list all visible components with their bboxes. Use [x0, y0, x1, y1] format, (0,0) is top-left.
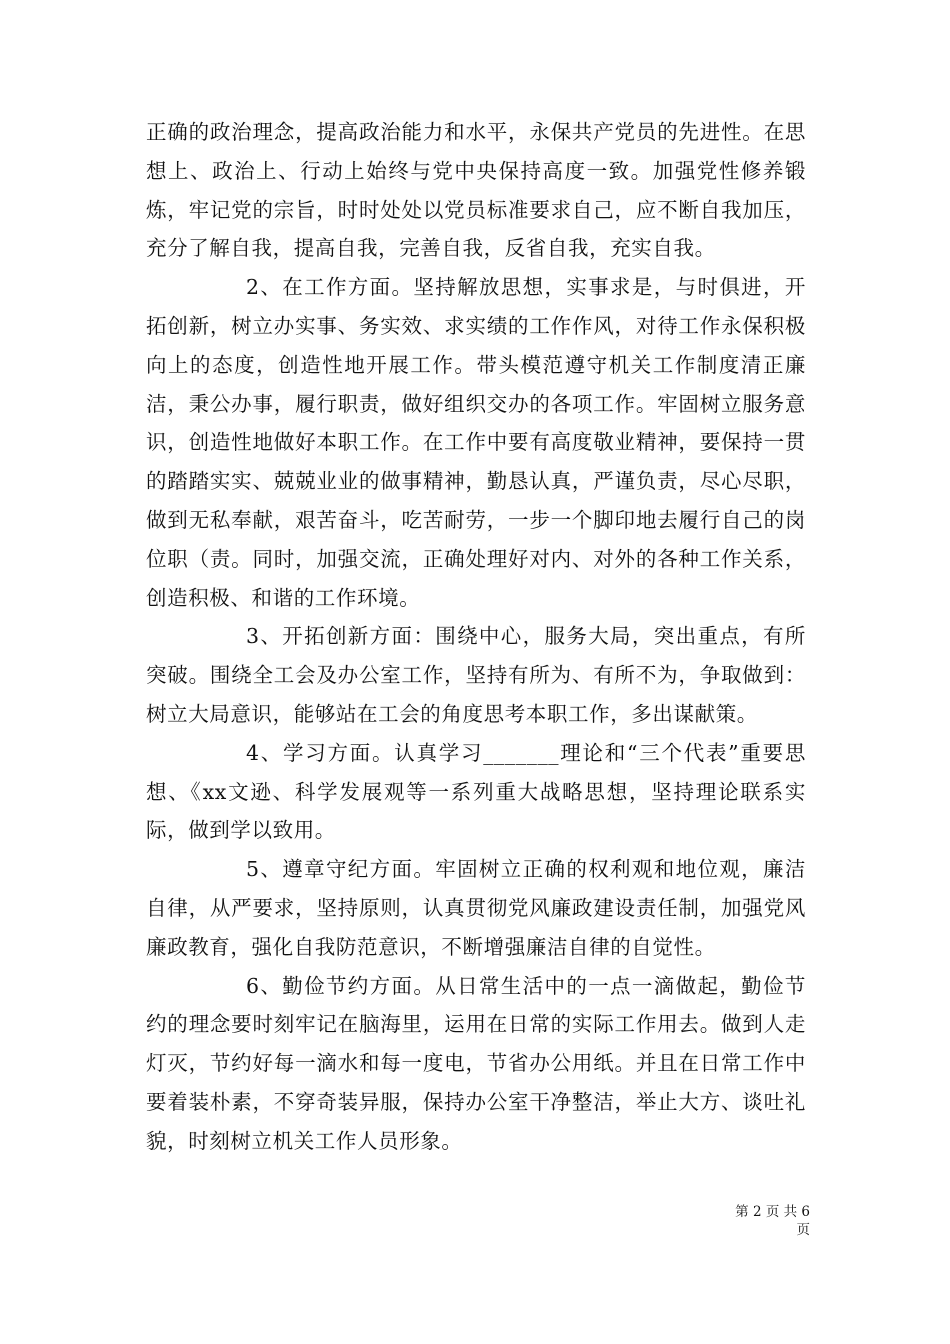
- paragraph-3-innovation: 3、开拓创新方面：围绕中心，服务大局，突出重点，有所突破。围绕全工会及办公室工作，坚持有所为、有所不为，争取做到：树立大局意识，能够站在工会的角度思考本职工作，多出谋献策。: [146, 624, 806, 726]
- paragraph-4-study: 4、学习方面。认真学习_______理论和“三个代表”重要思想、《xx文逊、科学发展观等一系列重大战略思想，坚持理论联系实际，做到学以致用。: [146, 740, 806, 843]
- page-number-footer: 第 2 页 共 6 页: [735, 1204, 810, 1238]
- document-body: [146, 113, 806, 1161]
- paragraph-2-work: 2、在工作方面。坚持解放思想，实事求是，与时俱进，开拓创新，树立办实事、务实效、求实绩的工作作风，对待工作永保积极向上的态度，创造性地开展工作。带头模范遵守机关工作制度清正廉洁，秉公办事，履行职责，做好组织交办的各项工作。牢固树立服务意识，创造性地做好本职工作。在工作中要有高度敬业精神，要保持一贯的踏踏实实、兢兢业业的做事精神，勤恳认真，严谨负责，尽心尽职，做到无私奉献，艰苦奋斗，吃苦耐劳，一步一个脚印地去履行自己的岗位职（责。同时，加强交流，正确处理好对内、对外的各种工作关系，创造积极、和谐的工作环境。: [146, 275, 806, 610]
- paragraph-1-continuation: 正确的政治理念，提高政治能力和水平，永保共产党员的先进性。在思想上、政治上、行动上始终与党中央保持高度一致。加强党性修养锻炼，牢记党的宗旨，时时处处以党员标准要求自己，应不断自我加压，充分了解自我，提高自我，完善自我，反省自我，充实自我。: [146, 120, 806, 261]
- paragraph-6-frugality: 6、勤俭节约方面。从日常生活中的一点一滴做起，勤俭节约的理念要时刻牢记在脑海里，运用在日常的实际工作用去。做到人走灯灭，节约好每一滴水和每一度电，节省办公用纸。并且在日常工作中要着装朴素，不穿奇装异服，保持办公室干净整洁，举止大方、谈吐礼貌，时刻树立机关工作人员形象。: [146, 973, 806, 1153]
- paragraph-5-discipline: 5、遵章守纪方面。牢固树立正确的权利观和地位观，廉洁自律，从严要求，坚持原则，认真贯彻党风廉政建设责任制，加强党风廉政教育，强化自我防范意识，不断增强廉洁自律的自觉性。: [146, 857, 806, 959]
